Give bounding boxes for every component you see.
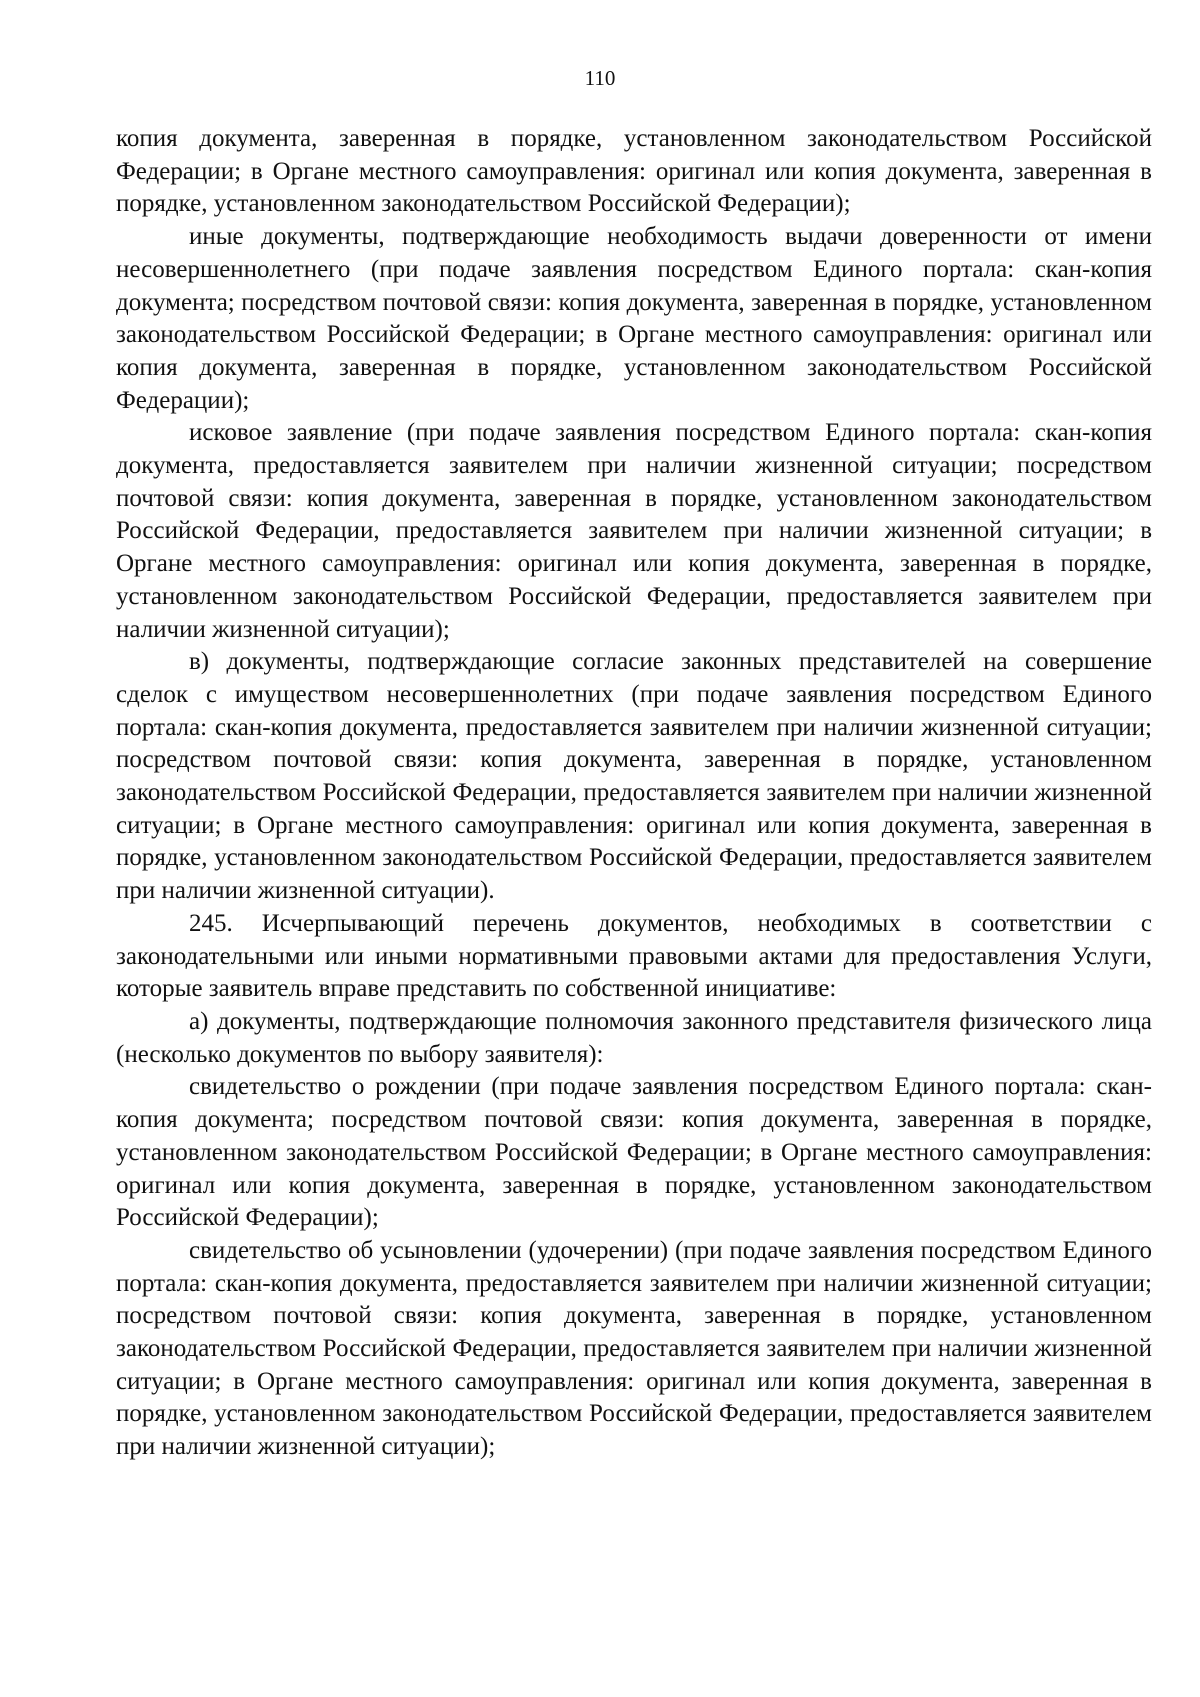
paragraph-245: 245. Исчерпывающий перечень документов, необходимых в соответствии с законодательными или иными нормативными правовыми актами для предоставления Услуги, которые заявитель вправе представить по собственной инициативе: bbox=[116, 909, 1152, 1003]
document-body bbox=[116, 123, 1152, 1464]
paragraph-other-documents: иные документы, подтверждающие необходимость выдачи доверенности от имени несовершеннолетнего (при подаче заявления посредством Единого портала: скан-копия документа; посредством почтовой связи: копия документа, заверенная в порядке, установленном законодательством Российской Федерации; в Органе местного самоуправления: оригинал или копия документа, заверенная в порядке, установленном законодательством Российской Федерации); bbox=[116, 223, 1152, 414]
paragraph-birth-certificate: свидетельство о рождении (при подаче заявления посредством Единого портала: скан-копия документа; посредством почтовой связи: копия документа, заверенная в порядке, установленном законодательством Российской Федерации; в Органе местного самоуправления: оригинал или копия документа, заверенная в порядке, установленном законодательством Российской Федерации); bbox=[116, 1073, 1152, 1232]
paragraph-adoption-certificate: свидетельство об усыновлении (удочерении) (при подаче заявления посредством Единого портала: скан-копия документа, предоставляется заявителем при наличии жизненной ситуации; посредством почтовой связи: копия документа, заверенная в порядке, установленном законодательством Российской Федерации, предоставляется заявителем при наличии жизненной ситуации; в Органе местного самоуправления: оригинал или копия документа, заверенная в порядке, установленном законодательством Российской Федерации, предоставляется заявителем при наличии жизненной ситуации); bbox=[116, 1236, 1152, 1461]
paragraph-continuation: копия документа, заверенная в порядке, установленном законодательством Российской Федерации; в Органе местного самоуправления: оригинал или копия документа, заверенная в порядке, установленном законодательством Российской Федерации); bbox=[116, 125, 1152, 218]
paragraph-item-a: а) документы, подтверждающие полномочия законного представителя физического лица (несколько документов по выбору заявителя): bbox=[116, 1007, 1152, 1068]
paragraph-item-v: в) документы, подтверждающие согласие законных представителей на совершение сделок с имуществом несовершеннолетних (при подаче заявления посредством Единого портала: скан-копия документа, предоставляется заявителем при наличии жизненной ситуации; посредством почтовой связи: копия документа, заверенная в порядке, установленном законодательством Российской Федерации, предоставляется заявителем при наличии жизненной ситуации; в Органе местного самоуправления: оригинал или копия документа, заверенная в порядке, установленном законодательством Российской Федерации, предоставляется заявителем при наличии жизненной ситуации). bbox=[116, 648, 1152, 905]
page-number: 110 bbox=[584, 66, 616, 90]
paragraph-statement-of-claim: исковое заявление (при подаче заявления посредством Единого портала: скан-копия документа, предоставляется заявителем при наличии жизненной ситуации; посредством почтовой связи: копия документа, заверенная в порядке, установленном законодательством Российской Федерации, предоставляется заявителем при наличии жизненной ситуации; в Органе местного самоуправления: оригинал или копия документа, заверенная в порядке, установленном законодательством Российской Федерации, предоставляется заявителем при наличии жизненной ситуации); bbox=[116, 419, 1152, 643]
